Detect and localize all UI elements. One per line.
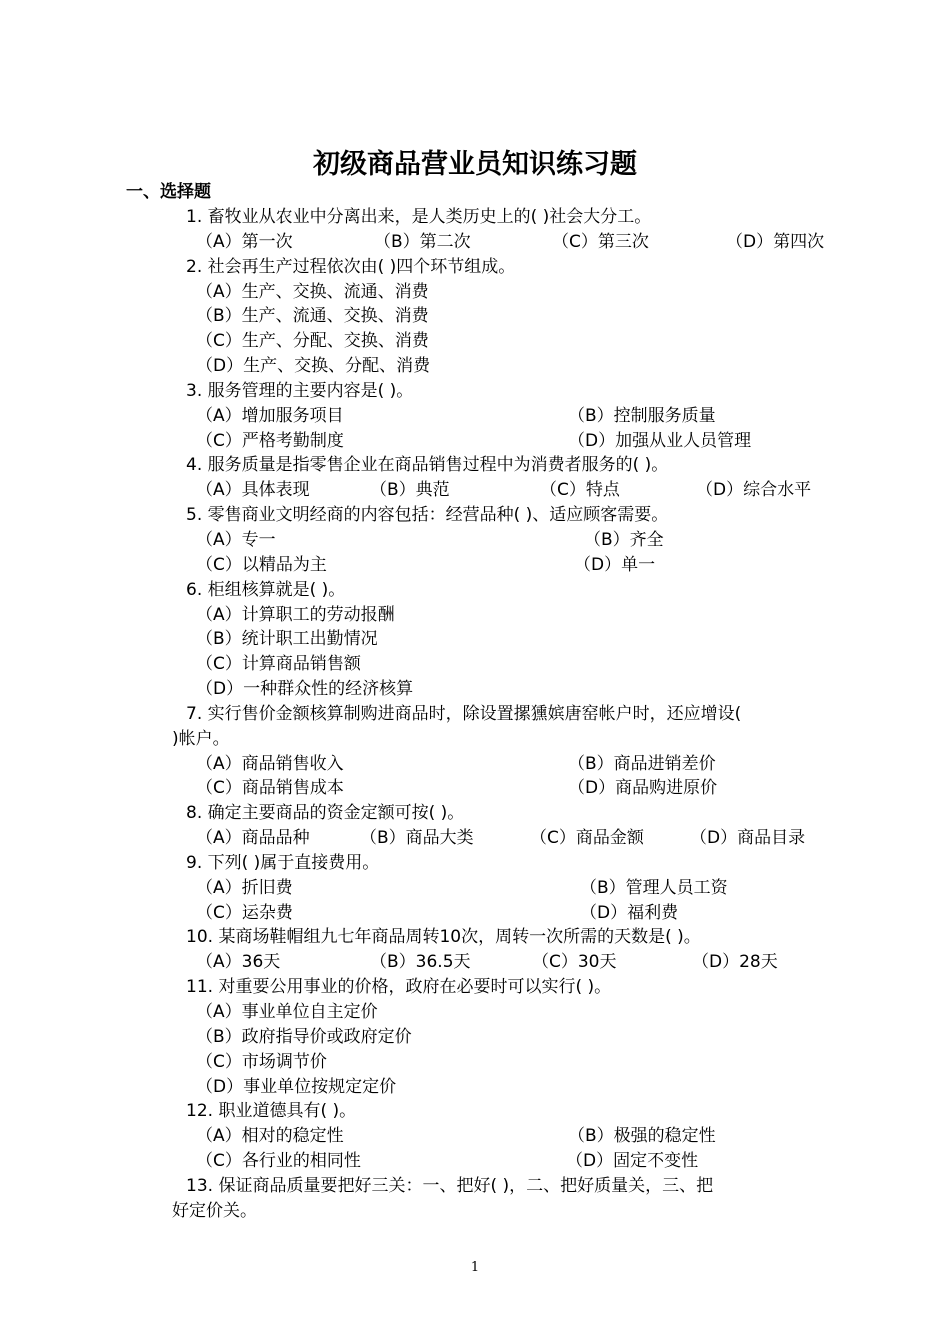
question-9-options-row1	[0, 876, 950, 901]
option-c: （C）严格考勤制度	[196, 430, 344, 451]
option-d: （D）单一	[574, 554, 656, 575]
option-d: （D）加强从业人员管理	[568, 430, 752, 451]
option-d: （D）福利费	[580, 902, 679, 923]
question-5-options-row1	[0, 528, 950, 553]
option-b: （B）控制服务质量	[568, 405, 716, 426]
option-d: （D）商品目录	[690, 828, 806, 849]
question-1: 1. 畜牧业从农业中分离出来，是人类历史上的( )社会大分工。	[186, 207, 652, 227]
option-a: （A）36天	[196, 952, 281, 973]
question-12-options-row2	[0, 1149, 950, 1174]
option-c: （C）计算商品销售额	[196, 654, 361, 675]
option-b: （B）典范	[370, 480, 450, 501]
question-3-options-row2	[0, 429, 950, 454]
option-a: （A）第一次	[196, 231, 293, 252]
question-4: 4. 服务质量是指零售企业在商品销售过程中为消费者服务的( )。	[186, 455, 669, 476]
option-b: （B）政府指导价或政府定价	[196, 1026, 412, 1047]
option-c: （C）市场调节价	[196, 1051, 327, 1072]
question-7-line-1: 7. 实行售价金额核算制购进商品时，除设置摞獯嫔唐窑帐户时，还应增设(	[186, 703, 742, 724]
page-number: 1	[470, 1260, 480, 1275]
question-11: 11. 对重要公用事业的价格，政府在必要时可以实行( )。	[186, 977, 612, 998]
option-b: （B）统计职工出勤情况	[196, 629, 378, 650]
question-2: 2. 社会再生产过程依次由( )四个环节组成。	[186, 256, 516, 277]
question-7-options-row1	[0, 752, 950, 777]
question-13-line-1: 13. 保证商品质量要把好三关：一、把好( )，二、把好质量关，三、把	[186, 1175, 714, 1196]
option-a: （A）商品销售收入	[196, 753, 344, 774]
option-a: （A）相对的稳定性	[196, 1126, 344, 1147]
question-3: 3. 服务管理的主要内容是( )。	[186, 380, 414, 401]
option-c: （C）30天	[532, 952, 617, 973]
question-2-option-c	[0, 329, 950, 354]
option-c: （C）第三次	[552, 231, 649, 252]
question-6: 6. 柜组核算就是( )。	[186, 579, 346, 600]
question-11-option-a	[0, 1000, 950, 1025]
option-a: （A）商品品种	[196, 828, 310, 849]
option-b: （B）商品进销差价	[568, 753, 716, 774]
option-c: （C）特点	[540, 480, 620, 501]
question-8-options	[0, 826, 950, 851]
option-b: （B）生产、流通、交换、消费	[196, 306, 429, 327]
option-d: （D）商品购进原价	[568, 778, 718, 799]
option-c: （C）运杂费	[196, 902, 293, 923]
option-a: （A）具体表现	[196, 480, 310, 501]
section-heading: 一、选择题	[126, 182, 211, 202]
question-list	[0, 205, 950, 1224]
option-c: （C）商品销售成本	[196, 778, 344, 799]
option-c: （C）各行业的相同性	[196, 1151, 361, 1172]
question-10: 10. 某商场鞋帽组九七年商品周转10次，周转一次所需的天数是( )。	[186, 927, 701, 948]
option-d: （D）综合水平	[696, 480, 812, 501]
option-d: （D）固定不变性	[566, 1151, 699, 1172]
question-3-options-row1	[0, 404, 950, 429]
option-c: （C）生产、分配、交换、消费	[196, 331, 429, 352]
question-1-options	[0, 230, 950, 255]
option-a: （A）事业单位自主定价	[196, 1002, 378, 1022]
question-7-options-row2	[0, 776, 950, 801]
question-7-line-2: )帐户。	[172, 728, 230, 749]
option-b: （B）36.5天	[370, 952, 471, 973]
option-a: （A）专一	[196, 529, 276, 550]
question-5: 5. 零售商业文明经商的内容包括：经营品种( )、适应顾客需要。	[186, 505, 669, 526]
option-b: （B）商品大类	[360, 828, 474, 849]
question-13-line-2: 好定价关。	[172, 1200, 257, 1221]
option-d: （D）事业单位按规定定价	[196, 1076, 397, 1097]
question-4-options	[0, 478, 950, 503]
option-a: （A）计算职工的劳动报酬	[196, 604, 395, 625]
question-12-options-row1	[0, 1124, 950, 1149]
option-b: （B）极强的稳定性	[568, 1126, 716, 1147]
option-d: （D）28天	[692, 952, 778, 973]
question-2-option-b	[0, 304, 950, 329]
option-a: （A）折旧费	[196, 877, 293, 898]
question-9: 9. 下列( )属于直接费用。	[186, 852, 380, 873]
question-2-option-a	[0, 280, 950, 305]
question-5-options-row2	[0, 553, 950, 578]
question-11-option-d	[0, 1075, 950, 1100]
option-b: （B）第二次	[374, 231, 471, 252]
option-d: （D）第四次	[726, 231, 825, 252]
option-d: （D）一种群众性的经济核算	[196, 679, 414, 700]
question-6-option-c	[0, 652, 950, 677]
question-9-options-row2	[0, 901, 950, 926]
question-10-options	[0, 950, 950, 975]
question-12: 12. 职业道德具有( )。	[186, 1101, 357, 1122]
option-d: （D）生产、交换、分配、消费	[196, 356, 431, 377]
option-b: （B）齐全	[584, 529, 664, 550]
option-a: （A）增加服务项目	[196, 405, 344, 426]
question-6-option-a	[0, 603, 950, 628]
option-b: （B）管理人员工资	[580, 877, 728, 898]
question-11-option-c	[0, 1050, 950, 1075]
question-2-option-d	[0, 354, 950, 379]
question-6-option-d	[0, 677, 950, 702]
question-8: 8. 确定主要商品的资金定额可按( )。	[186, 803, 465, 824]
option-c: （C）以精品为主	[196, 554, 327, 575]
page-title: 初级商品营业员知识练习题	[313, 149, 637, 180]
question-6-option-b	[0, 627, 950, 652]
question-11-option-b	[0, 1025, 950, 1050]
option-c: （C）商品金额	[530, 828, 644, 849]
option-a: （A）生产、交换、流通、消费	[196, 281, 429, 302]
